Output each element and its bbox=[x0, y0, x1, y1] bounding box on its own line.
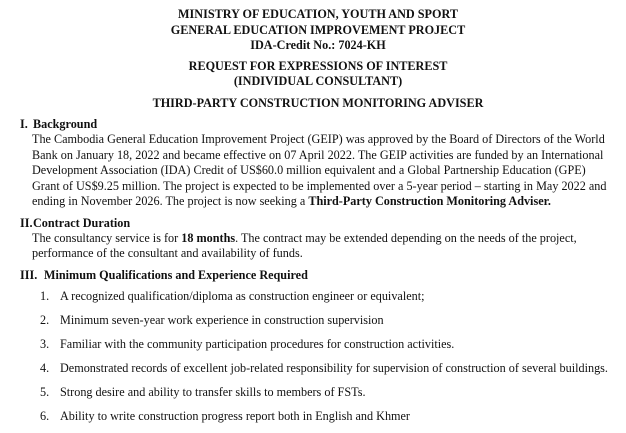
section-heading: Minimum Qualifications and Experience Required bbox=[44, 267, 308, 282]
list-item-number: 1. bbox=[40, 288, 50, 303]
background-text: The Cambodia General Education Improvement Project (GEIP) was approved by the Board of Directors of the World Bank on January 18, 2022 and became effective on 07 April 2022. The GEIP activities are funded by an International Development Association (IDA) Credit of US$60.0 million equivalent and a Global Partnership Education (GPE) Grant of US$9.25 million. The project is expected to be implemented over a 5-year period – starting in May 2022 and ending in November 2026. The project is now seeking a bbox=[32, 132, 607, 208]
list-item bbox=[40, 337, 616, 361]
background-paragraph bbox=[20, 132, 616, 210]
project-title: GENERAL EDUCATION IMPROVEMENT PROJECT bbox=[170, 22, 466, 37]
list-item-number: 2. bbox=[40, 312, 50, 327]
consultant-type: (INDIVIDUAL CONSULTANT) bbox=[233, 74, 403, 88]
list-item-number: 3. bbox=[40, 336, 50, 351]
list-item-text: Minimum seven-year work experience in construction supervision bbox=[60, 312, 384, 327]
contract-text-start: The consultancy service is for bbox=[32, 230, 182, 245]
list-item-number: 5. bbox=[40, 384, 50, 399]
section-heading: Contract Duration bbox=[33, 215, 131, 230]
list-item-number: 4. bbox=[40, 360, 50, 375]
list-item bbox=[40, 409, 616, 433]
section-contract-heading bbox=[20, 216, 616, 231]
contract-duration: 18 months bbox=[181, 230, 236, 245]
ministry-title: MINISTRY OF EDUCATION, YOUTH AND SPORT bbox=[178, 7, 458, 21]
qualifications-list bbox=[20, 289, 616, 433]
contract-paragraph bbox=[20, 231, 616, 262]
list-item-text: Strong desire and ability to transfer skills to members of FSTs. bbox=[60, 384, 366, 399]
section-background-heading bbox=[20, 117, 616, 132]
list-item-text: A recognized qualification/diploma as construction engineer or equivalent; bbox=[60, 288, 425, 303]
credit-number: IDA-Credit No.: 7024-KH bbox=[250, 38, 386, 52]
contract-text-end: . The contract may be extended depending on the needs of the project, performance of the consultant and availability of funds. bbox=[32, 230, 577, 260]
section-number: II. bbox=[20, 215, 33, 230]
list-item-number: 6. bbox=[40, 408, 50, 423]
section-heading: Background bbox=[33, 117, 98, 131]
list-item-text: Ability to write construction progress report both in English and Khmer bbox=[60, 408, 410, 423]
list-item bbox=[40, 385, 616, 409]
section-number: I. bbox=[20, 117, 28, 131]
list-item bbox=[40, 289, 616, 313]
request-title: REQUEST FOR EXPRESSIONS OF INTEREST bbox=[188, 58, 448, 73]
list-item bbox=[40, 361, 616, 385]
background-bold-text: Third-Party Construction Monitoring Adviser. bbox=[308, 194, 551, 208]
list-item bbox=[40, 313, 616, 337]
list-item-text: Demonstrated records of excellent job-related responsibility for supervision of construction of several buildings. bbox=[60, 360, 608, 375]
section-qualifications-heading bbox=[20, 268, 616, 283]
section-number: III. bbox=[20, 267, 38, 282]
position-title: THIRD-PARTY CONSTRUCTION MONITORING ADVISER bbox=[152, 95, 484, 110]
list-item-text: Familiar with the community participation procedures for construction activities. bbox=[60, 336, 455, 351]
